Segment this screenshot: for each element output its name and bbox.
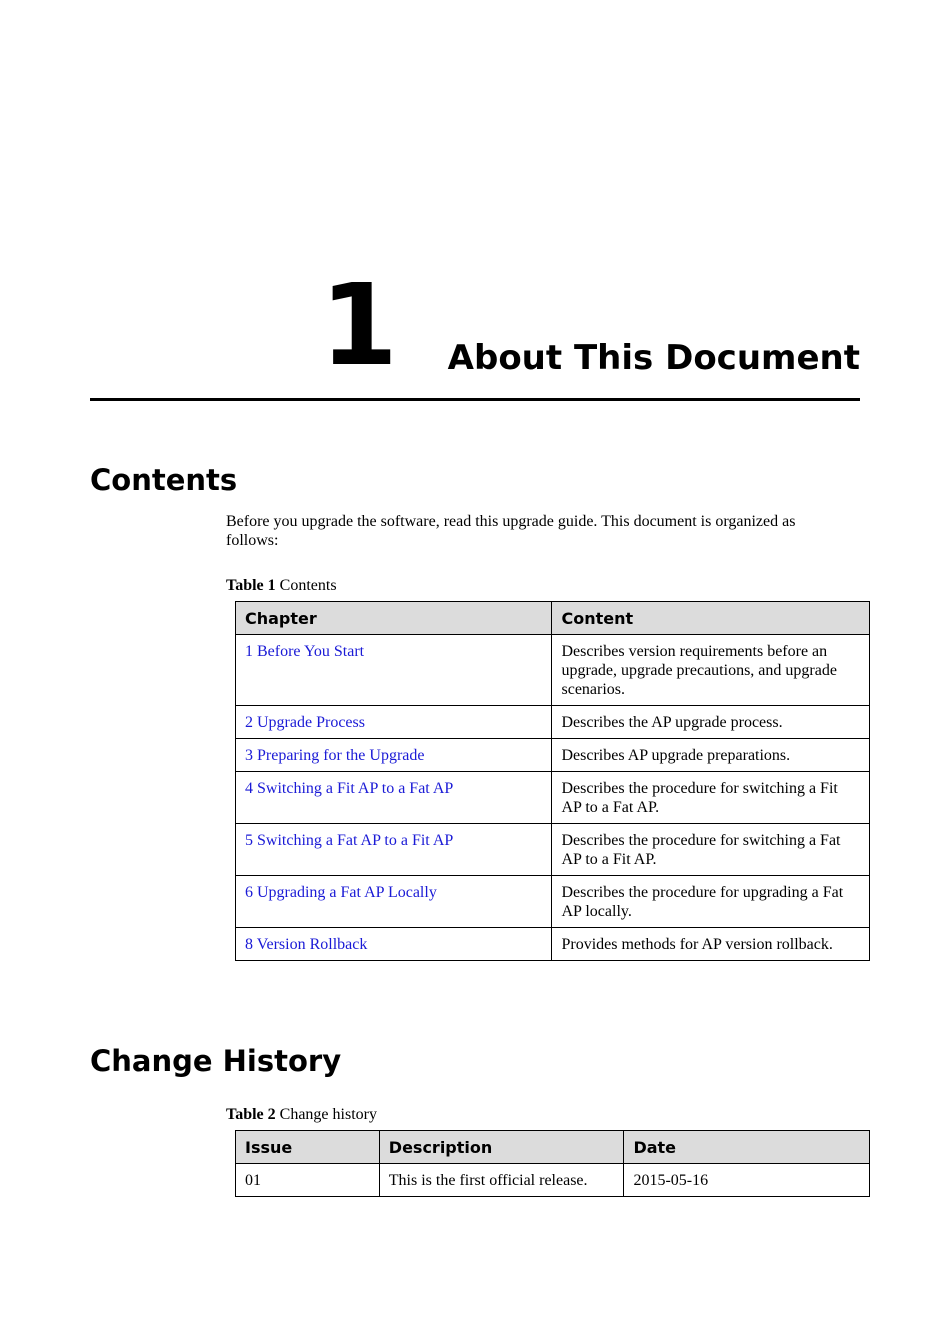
chapter-link[interactable]: 2 Upgrade Process (245, 714, 365, 731)
contents-intro: Before you upgrade the software, read this upgrade guide. This document is organized as follows: (226, 513, 796, 549)
column-header-content: Content (552, 602, 870, 635)
chapter-cell (236, 876, 552, 928)
content-cell: Describes AP upgrade preparations. (552, 739, 870, 772)
table-row (236, 928, 870, 961)
contents-table (235, 601, 870, 961)
chapter-link[interactable]: 5 Switching a Fat AP to a Fit AP (245, 832, 454, 849)
column-header-issue: Issue (236, 1131, 380, 1164)
chapter-heading (90, 261, 860, 398)
description-cell: This is the first official release. (379, 1164, 624, 1197)
chapter-cell (236, 772, 552, 824)
date-cell: 2015-05-16 (624, 1164, 870, 1197)
table-row (236, 1164, 870, 1197)
table-row (236, 824, 870, 876)
table2-caption-text: Change history (279, 1106, 377, 1123)
chapter-title: About This Document (447, 338, 860, 378)
table2-caption (226, 1105, 377, 1124)
chapter-cell (236, 739, 552, 772)
chapter-number: 1 (320, 261, 398, 391)
chapter-link[interactable]: 4 Switching a Fit AP to a Fat AP (245, 780, 454, 797)
chapter-link[interactable]: 3 Preparing for the Upgrade (245, 747, 425, 764)
column-header-chapter: Chapter (236, 602, 552, 635)
table1-caption (226, 576, 337, 595)
change-history-heading: Change History (90, 1044, 342, 1078)
table-row (236, 635, 870, 706)
issue-cell: 01 (236, 1164, 380, 1197)
chapter-cell (236, 928, 552, 961)
table1-caption-text: Contents (279, 577, 337, 594)
table-header-row (236, 602, 870, 635)
chapter-link[interactable]: 1 Before You Start (245, 643, 365, 660)
table-row (236, 706, 870, 739)
column-header-description: Description (379, 1131, 624, 1164)
chapter-cell (236, 635, 552, 706)
table1-caption-label: Table 1 (226, 577, 276, 594)
chapter-cell (236, 706, 552, 739)
table-header-row (236, 1131, 870, 1164)
chapter-cell (236, 824, 552, 876)
content-cell: Describes the AP upgrade process. (552, 706, 870, 739)
contents-heading: Contents (90, 463, 238, 497)
content-cell: Describes the procedure for upgrading a Fat AP locally. (552, 876, 870, 928)
content-cell: Describes version requirements before an upgrade, upgrade precautions, and upgrade scenarios. (552, 635, 870, 706)
table-row (236, 876, 870, 928)
column-header-date: Date (624, 1131, 870, 1164)
content-cell: Describes the procedure for switching a Fat AP to a Fit AP. (552, 824, 870, 876)
chapter-divider (90, 398, 860, 401)
table-row (236, 739, 870, 772)
chapter-link[interactable]: 8 Version Rollback (245, 936, 368, 953)
content-cell: Provides methods for AP version rollback. (552, 928, 870, 961)
table2-caption-label: Table 2 (226, 1106, 276, 1123)
table-row (236, 772, 870, 824)
content-cell: Describes the procedure for switching a Fit AP to a Fat AP. (552, 772, 870, 824)
chapter-link[interactable]: 6 Upgrading a Fat AP Locally (245, 884, 437, 901)
change-history-table (235, 1130, 870, 1197)
